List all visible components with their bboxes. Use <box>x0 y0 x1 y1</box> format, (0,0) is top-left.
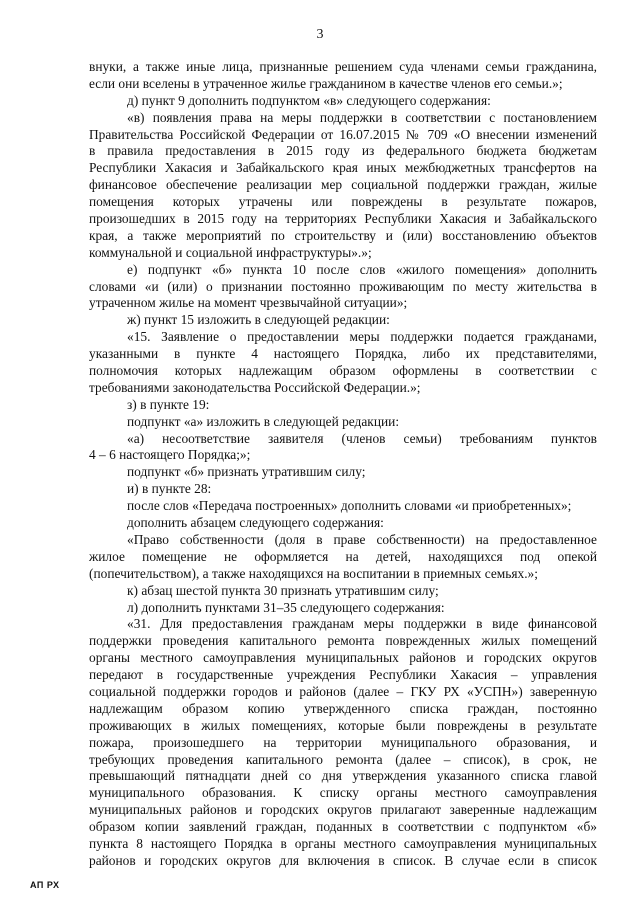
text-line: помещения которых утрачены или повреждены в результате пожаров, <box>89 194 597 210</box>
text-line: и) в пункте 28: <box>127 481 212 497</box>
page-number: 3 <box>316 27 324 42</box>
text-line: д) пункт 9 дополнить подпунктом «в» следующего содержания: <box>127 92 491 108</box>
text-line: «а) несоответствие заявителя (членов семьи) требованиям пунктов <box>127 430 597 446</box>
text-line: края, а также мероприятий по строительству и (или) восстановлению объектов <box>89 227 597 243</box>
text-line: указанными в пункте 4 настоящего Порядка, либо их представителями, <box>89 346 597 362</box>
text-line: «15. Заявление о предоставлении меры поддержки подается гражданами, <box>127 329 597 345</box>
text-line: «31. Для предоставления гражданам меры поддержки в виде финансовой <box>127 616 597 632</box>
text-line: пункта 8 настоящего Порядка в органы местного самоуправления муниципальных <box>89 835 597 851</box>
text-line: «Право собственности (доля в праве собственности) на предоставленное <box>127 531 597 547</box>
text-line: образом копии заявлений граждан, поданных в соответствии с подпунктом «б» <box>89 819 597 835</box>
text-line: Правительства Российской Федерации от 16.07.2015 № 709 «О внесении изменений <box>89 126 597 142</box>
text-line: утраченном жилье на момент чрезвычайной ситуации»; <box>89 295 408 311</box>
text-line: финансовое обеспечение реализации мер социальной поддержки граждан, жилые <box>89 177 597 193</box>
text-line: произошедших в 2015 году на территориях Республики Хакасия и Забайкальского <box>89 211 597 227</box>
text-line: требующих проведения капитального ремонта (далее – список), в срок, не <box>89 751 597 767</box>
text-line: подпункт «а» изложить в следующей редакции: <box>127 413 400 429</box>
text-line: внуки, а также иные лица, признанные решением суда членами семьи гражданина, <box>89 59 597 74</box>
text-line: муниципальных районов и городских округов прилагают заверенные надлежащим <box>89 802 597 818</box>
text-line: поддержки проведения капитального ремонта поврежденных жилых помещений <box>89 633 597 649</box>
text-line: к) абзац шестой пункта 30 признать утратившим силу; <box>127 582 439 598</box>
text-line: подпункт «б» признать утратившим силу; <box>127 464 366 480</box>
text-line: социальной поддержки городов и районов (далее – ГКУ РХ «УСПН») заверенную <box>89 683 597 699</box>
text-line: передают в государственные учреждения Республики Хакасия – управления <box>89 667 597 683</box>
text-line: 4 – 6 настоящего Порядка;»; <box>89 447 251 463</box>
text-line: надлежащим образом копию утвержденного списка граждан, постоянно <box>89 700 597 716</box>
text-line: л) дополнить пунктами 31–35 следующего содержания: <box>127 599 445 615</box>
text-line: Республики Хакасия и Забайкальского края иных межбюджетных трансфертов на <box>89 160 597 176</box>
text-line: з) в пункте 19: <box>127 396 210 412</box>
text-line: органы местного самоуправления муниципальных районов и городских округов <box>89 650 597 666</box>
text-line: «в) появления права на меры поддержки в соответствии с постановлением <box>127 109 597 125</box>
text-line: е) подпункт «б» пункта 10 после слов «жилого помещения» дополнить <box>127 261 597 277</box>
text-line: требованиями законодательства Российской Федерации.»; <box>89 379 421 395</box>
text-line: если они вселены в утраченное жилье гражданином в качестве членов его семьи.»; <box>89 75 563 91</box>
text-line: (попечительством), а также находящихся на воспитании в приемных семьях.»; <box>89 565 538 581</box>
text-line: полномочия которых надлежащим образом оформлены в соответствии с <box>89 363 597 379</box>
text-line: превышающий пятнадцати дней со дня утверждения указанного списка главой <box>89 768 597 784</box>
text-line: проживающих в жилых помещениях, которые были повреждены в результате <box>89 717 597 733</box>
text-line: дополнить абзацем следующего содержания: <box>127 515 384 531</box>
text-line: ж) пункт 15 изложить в следующей редакции: <box>127 312 390 328</box>
text-line: в правила предоставления в 2015 году из федерального бюджета бюджетам <box>89 143 597 159</box>
text-line: районов и городских округов для включения в список. В случае если в список <box>89 852 597 868</box>
text-line: после слов «Передача построенных» дополнить словами «и приобретенных»; <box>127 498 572 514</box>
text-line: коммунальной и социальной инфраструктуры».»; <box>89 244 372 260</box>
text-line: жилое помещение не оформляется на детей, находящихся под опекой <box>89 548 597 564</box>
text-line: словами «и (или) о признании постоянно проживающим по месту жительства в <box>89 278 597 294</box>
text-line: муниципального образования. К списку органы местного самоуправления <box>89 785 597 801</box>
footer-mark: АП РХ <box>30 880 60 890</box>
text-line: пожара, произошедшего на территории муниципального образования, и <box>89 734 597 750</box>
document-body <box>89 59 597 870</box>
